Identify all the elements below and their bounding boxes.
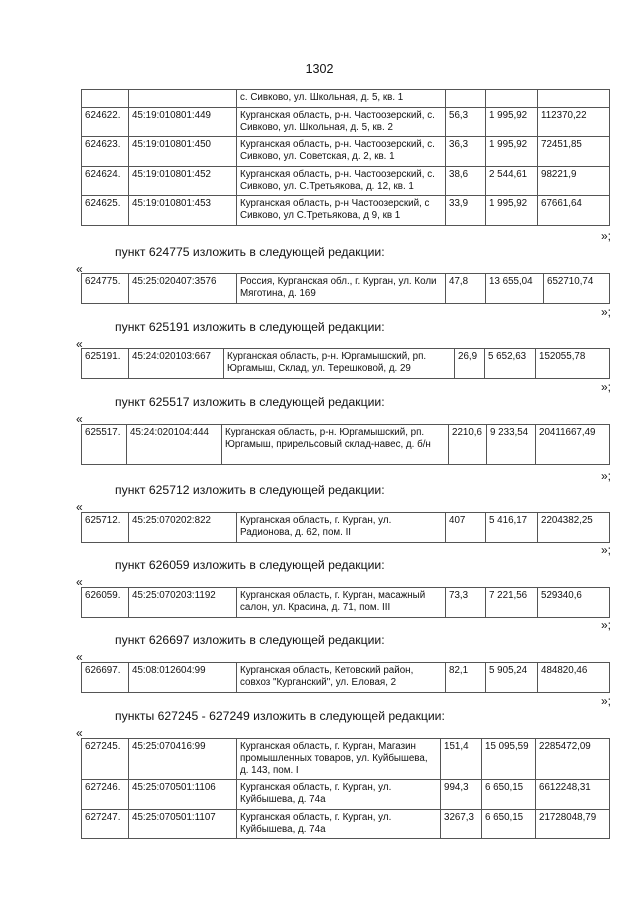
cell-number: 624623. [82, 137, 129, 167]
cell-number: 624625. [82, 196, 129, 226]
open-quote: « [76, 262, 83, 276]
cell-value: 652710,74 [544, 274, 610, 304]
cell-address: Курганская область, р-н Частоозерский, с Сивково, ул С.Третьякова, д 9, кв 1 [237, 196, 446, 226]
cell-address: Курганская область, г. Курган, масажный салон, ул. Красина, д. 71, пом. III [237, 588, 446, 618]
cell-cadastral: 45:19:010801:452 [129, 166, 237, 196]
amendment-instruction: пункт 625712 изложить в следующей редакции: [115, 483, 385, 497]
cell-value: 484820,46 [538, 663, 610, 693]
cell-cadastral: 45:25:070203:1192 [129, 588, 237, 618]
table-row [82, 809, 610, 839]
cell-cadastral: 45:25:070501:1106 [129, 780, 237, 810]
cell-address: Курганская область, р-н. Частоозерский, с. Сивково, ул. Школьная, д. 5, кв. 2 [237, 107, 446, 137]
cell-address: Россия, Курганская обл., г. Курган, ул. Коли Мяготина, д. 169 [237, 274, 446, 304]
cell-cadastral: 45:19:010801:453 [129, 196, 237, 226]
cell-number: 625517. [82, 425, 127, 465]
table-row [82, 90, 610, 108]
cell-value: 21728048,79 [536, 809, 610, 839]
table-row [82, 739, 610, 780]
cell-value: 2204382,25 [538, 513, 610, 543]
cell-number: 625712. [82, 513, 129, 543]
table-row [82, 274, 610, 304]
close-quote: »; [600, 305, 611, 319]
amendment-table [81, 587, 610, 618]
cell-value: 112370,22 [538, 107, 610, 137]
cell-address: Курганская область, р-н. Частоозерский, с. Сивково, ул. С.Третьякова, д. 12, кв. 1 [237, 166, 446, 196]
close-quote: »; [600, 618, 611, 632]
cell-address: Курганская область, г. Курган, ул. Куйбышева, д. 74а [237, 780, 441, 810]
cell-cadastral: 45:24:020103:667 [129, 349, 224, 379]
table-row [82, 425, 610, 465]
cell-rate: 6 650,15 [482, 780, 536, 810]
close-quote: »; [600, 229, 611, 243]
amendment-instruction: пункт 625517 изложить в следующей редакции: [115, 395, 385, 409]
amendment-table [81, 738, 610, 839]
cell-value [538, 90, 610, 108]
cell-rate: 5 652,63 [485, 349, 536, 379]
cell-address: Курганская область, р-н. Юргамышский, рп. Юргамыш, прирельсовый склад-навес, д. б/н [222, 425, 449, 465]
cell-rate: 5 905,24 [486, 663, 538, 693]
open-quote: « [76, 337, 83, 351]
cell-rate: 6 650,15 [482, 809, 536, 839]
page-number: 1302 [305, 62, 334, 76]
cell-number: 624624. [82, 166, 129, 196]
cell-value: 20411667,49 [536, 425, 610, 465]
table-row [82, 166, 610, 196]
cell-rate: 1 995,92 [486, 196, 538, 226]
cell-area: 56,3 [446, 107, 486, 137]
cell-area: 407 [446, 513, 486, 543]
cell-address: Курганская область, г. Курган, ул. Куйбышева, д. 74а [237, 809, 441, 839]
close-quote: »; [600, 380, 611, 394]
cell-value: 6612248,31 [536, 780, 610, 810]
open-quote: « [76, 650, 83, 664]
cell-rate: 13 655,04 [486, 274, 544, 304]
cell-cadastral: 45:25:070416:99 [129, 739, 237, 780]
cell-number: 625191. [82, 349, 129, 379]
cell-area: 3267,3 [441, 809, 482, 839]
cell-number: 627247. [82, 809, 129, 839]
cell-number: 626059. [82, 588, 129, 618]
cell-number: 624775. [82, 274, 129, 304]
cell-address: Курганская область, р-н. Юргамышский, рп. Юргамыш, Склад, ул. Терешковой, д. 29 [224, 349, 455, 379]
cell-rate: 2 544,61 [486, 166, 538, 196]
cell-cadastral: 45:25:070202:822 [129, 513, 237, 543]
cell-address: Курганская область, р-н. Частоозерский, с. Сивково, ул. Советская, д. 2, кв. 1 [237, 137, 446, 167]
cell-value: 72451,85 [538, 137, 610, 167]
open-quote: « [76, 575, 83, 589]
cell-rate: 15 095,59 [482, 739, 536, 780]
open-quote: « [76, 500, 83, 514]
amendment-instruction: пункт 624775 изложить в следующей редакции: [115, 245, 385, 259]
cell-cadastral: 45:25:020407:3576 [129, 274, 237, 304]
cell-area: 36,3 [446, 137, 486, 167]
cell-area: 47,8 [446, 274, 486, 304]
cell-number: 624622. [82, 107, 129, 137]
cell-address: Курганская область, г. Курган, ул. Радионова, д. 62, пом. II [237, 513, 446, 543]
amendment-instruction: пункт 625191 изложить в следующей редакции: [115, 320, 385, 334]
table-main [81, 89, 610, 226]
table-row [82, 107, 610, 137]
amendment-table [81, 424, 610, 465]
cell-value: 67661,64 [538, 196, 610, 226]
cell-number: 626697. [82, 663, 129, 693]
table-row [82, 137, 610, 167]
amendment-table [81, 662, 610, 693]
cell-cadastral: 45:25:070501:1107 [129, 809, 237, 839]
cell-area: 151,4 [441, 739, 482, 780]
close-quote: »; [600, 469, 611, 483]
amendment-table [81, 348, 610, 379]
cell-rate: 5 416,17 [486, 513, 538, 543]
cell-cadastral [129, 90, 237, 108]
amendment-table [81, 512, 610, 543]
cell-number [82, 90, 129, 108]
cell-value: 98221,9 [538, 166, 610, 196]
table-row [82, 780, 610, 810]
cell-cadastral: 45:19:010801:449 [129, 107, 237, 137]
table-row [82, 588, 610, 618]
cell-value: 529340,6 [538, 588, 610, 618]
cell-rate: 9 233,54 [487, 425, 536, 465]
cell-value: 152055,78 [536, 349, 610, 379]
cell-area: 82,1 [446, 663, 486, 693]
cell-area: 38,6 [446, 166, 486, 196]
cell-address: с. Сивково, ул. Школьная, д. 5, кв. 1 [237, 90, 446, 108]
open-quote: « [76, 412, 83, 426]
cell-area: 26,9 [455, 349, 485, 379]
open-quote: « [76, 726, 83, 740]
close-quote: »; [600, 694, 611, 708]
cell-area: 73,3 [446, 588, 486, 618]
table-row [82, 663, 610, 693]
cell-rate [486, 90, 538, 108]
table-row [82, 513, 610, 543]
cell-area: 33,9 [446, 196, 486, 226]
cell-cadastral: 45:19:010801:450 [129, 137, 237, 167]
cell-address: Курганская область, Кетовский район, совхоз "Курганский", ул. Еловая, 2 [237, 663, 446, 693]
cell-rate: 1 995,92 [486, 107, 538, 137]
table-row [82, 349, 610, 379]
amendment-instruction: пункт 626059 изложить в следующей редакции: [115, 558, 385, 572]
cell-number: 627246. [82, 780, 129, 810]
cell-address: Курганская область, г. Курган, Магазин промышленных товаров, ул. Куйбышева, д. 143, пом. I [237, 739, 441, 780]
cell-area: 2210,6 [449, 425, 487, 465]
cell-rate: 1 995,92 [486, 137, 538, 167]
close-quote: »; [600, 543, 611, 557]
cell-number: 627245. [82, 739, 129, 780]
cell-rate: 7 221,56 [486, 588, 538, 618]
cell-value: 2285472,09 [536, 739, 610, 780]
amendment-instruction: пункты 627245 - 627249 изложить в следующей редакции: [115, 709, 445, 723]
cell-area: 994,3 [441, 780, 482, 810]
amendment-table [81, 273, 610, 304]
amendment-instruction: пункт 626697 изложить в следующей редакции: [115, 633, 385, 647]
cell-area [446, 90, 486, 108]
cell-cadastral: 45:24:020104:444 [127, 425, 222, 465]
cell-cadastral: 45:08:012604:99 [129, 663, 237, 693]
table-row [82, 196, 610, 226]
